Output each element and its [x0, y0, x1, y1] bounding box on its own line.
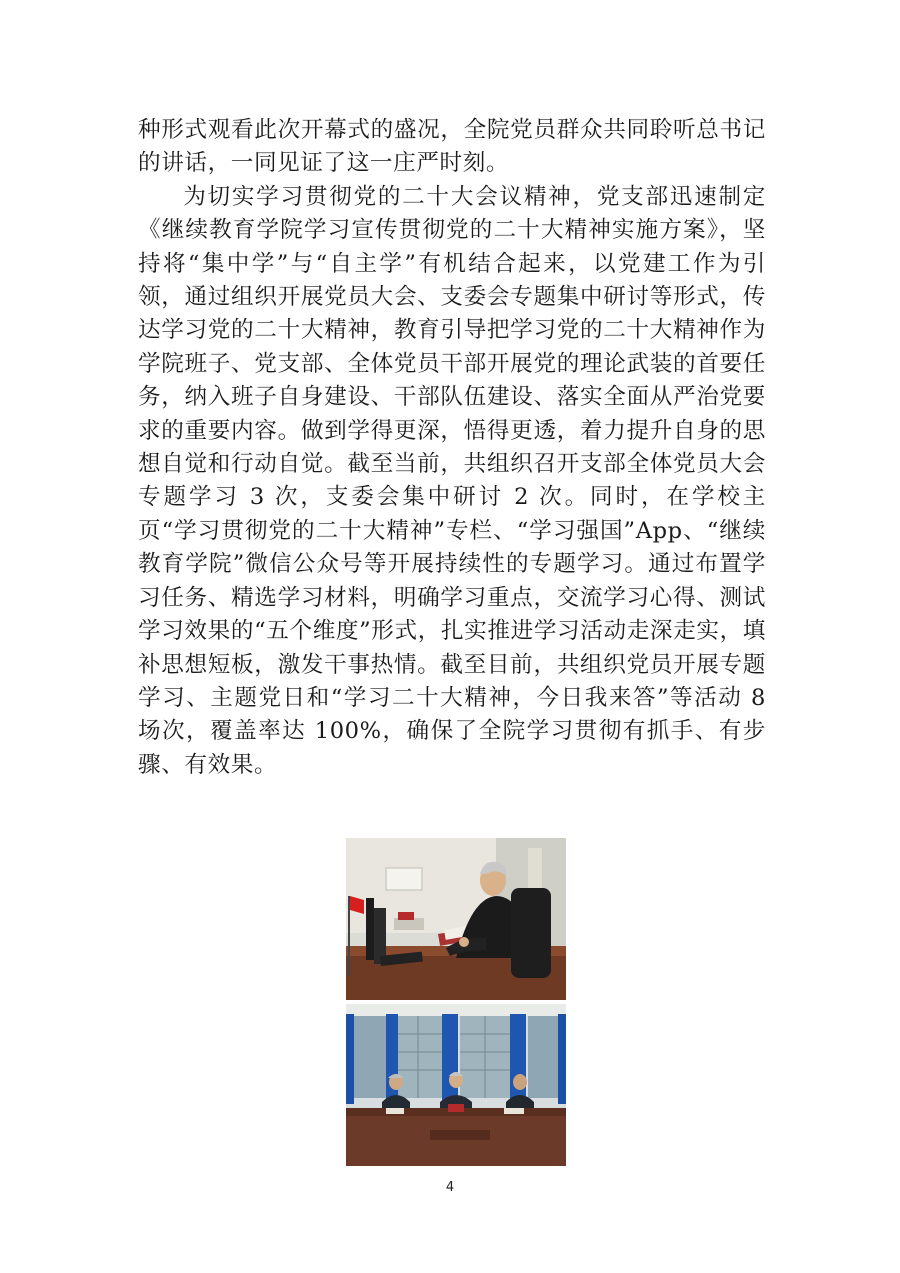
page-number: 4	[445, 1180, 455, 1195]
photo-man-reading-illustration	[346, 838, 566, 1000]
photo-group-study-meeting	[346, 1004, 566, 1166]
photo-group-study-illustration	[346, 1004, 566, 1166]
paragraph-2: 为切实学习贯彻党的二十大会议精神，党支部迅速制定《继续教育学院学习宣传贯彻党的二十大精神实施方案》，坚持将“集中学”与“自主学”有机结合起来，以党建工作为引领，通过组织开展党员大会、支委会专题集中研讨等形式，传达学习党的二十大精神，教育引导把学习党的二十大精神作为学院班子、党支部、全体党员干部开展党的理论武装的首要任务，纳入班子自身建设、干部队伍建设、落实全面从严治党要求的重要内容。做到学得更深，悟得更透，着力提升自身的思想自觉和行动自觉。截至当前，共组织召开支部全体党员大会专题学习 3 次，支委会集中研讨 2 次。同时，在学校主页“学习贯彻党的二十大精神”专栏、“学习强国”App、“继续教育学院”微信公众号等开展持续性的专题学习。通过布置学习任务、精选学习材料，明确学习重点，交流学习心得、测试学习效果的“五个维度”形式，扎实推进学习活动走深走实，填补思想短板，激发干事热情。截至目前，共组织党员开展专题学习、主题党日和“学习二十大精神，今日我来答”等活动 8 场次，覆盖率达 100%，确保了全院学习贯彻有抓手、有步骤、有效果。	[138, 183, 766, 778]
photo-man-reading-at-desk	[346, 838, 566, 1000]
paragraph-1: 种形式观看此次开幕式的盛况，全院党员群众共同聆听总书记的讲话，一同见证了这一庄严时刻。	[138, 117, 766, 177]
body-text	[138, 114, 766, 782]
